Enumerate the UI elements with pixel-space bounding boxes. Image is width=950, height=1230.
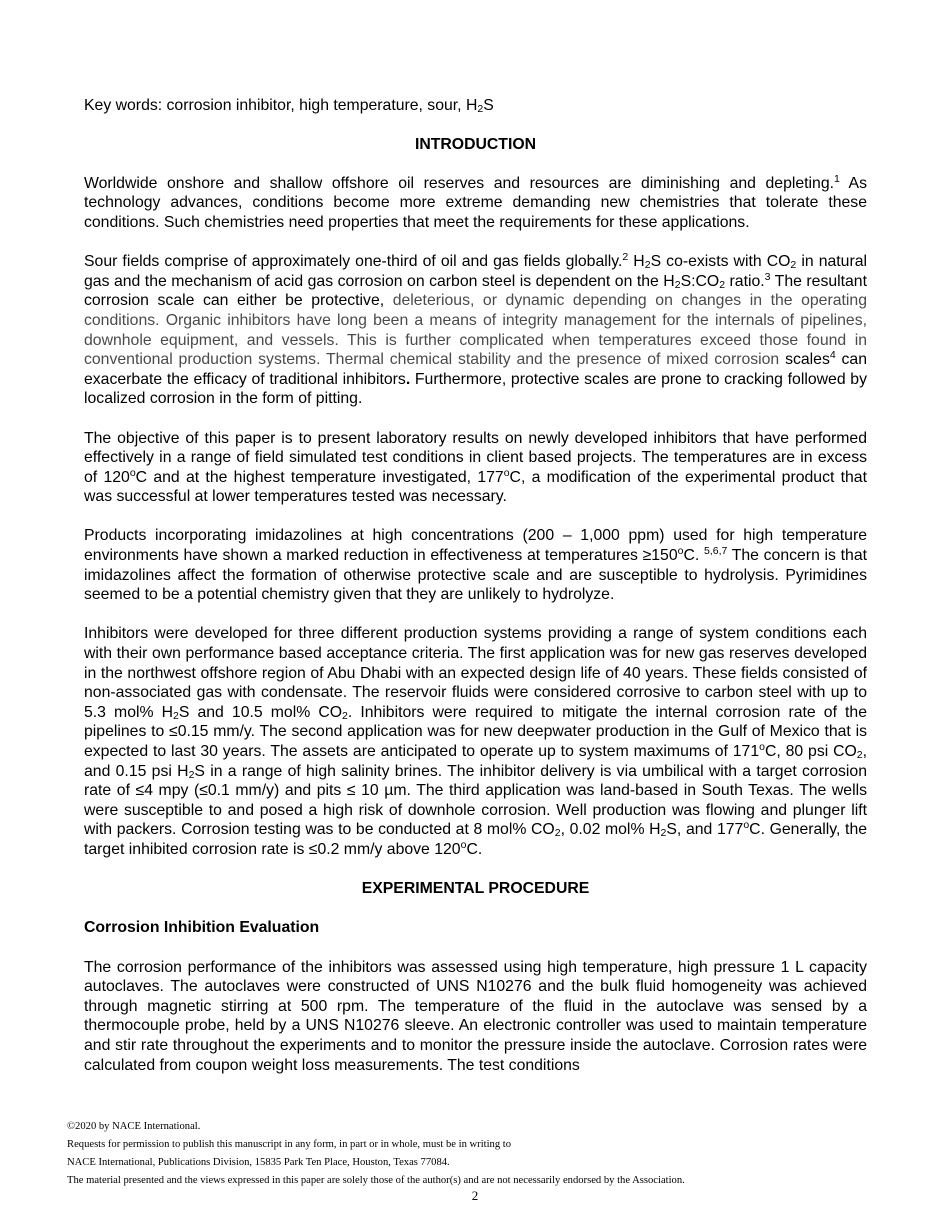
- intro-paragraph-5: Inhibitors were developed for three different production systems providing a range of system conditions each with their own performance based acceptance criteria. The first application was for new gas reserves developed in the northwest offshore region of Abu Dhabi with an expected design life of 40 years. These fields consisted of non-associated gas with condensate. The reservoir fluids were considered corrosive to carbon steel with up to 5.3 mol% $H_2S$ and 10.5 mol% $CO_2$. Inhibitors were required to mitigate the internal corrosion rate of the pipelines to ≤0.15 mm/y. The second application was for new deepwater production in the Gulf of Mexico that is expected to last 30 years. The assets are anticipated to operate up to system maximums of 171$^o$C, 80 psi $CO_2$, and 0.15 psi $H_2S$ in a range of high salinity brines. The inhibitor delivery is via umbilical with a target corrosion rate of ≤4 mpy (≤0.1 mm/y) and pits ≤ 10 µm. The third application was land-based in South Texas. The wells were susceptible to and posed a high risk of downhole corrosion. Well production was flowing and plunger lift with packers. Corrosion testing was to be conducted at 8 mol% $CO_2$, 0.02 mol% $H_2S$, and 177$^o$C. Generally, the target inhibited corrosion rate is ≤0.2 mm/y above 120$^o$C.: [84, 625, 868, 858]
- footer-disclaimer: The material presented and the views expressed in this paper are solely those of the author(s) and are not necessarily endorsed by the Association.: [67, 1175, 685, 1186]
- experimental-paragraph-1: The corrosion performance of the inhibitors was assessed using high temperature, high pressure 1 L capacity autoclaves. The autoclaves were constructed of UNS N10276 and the bulk fluid homogeneity was achieved through magnetic stirring at 500 rpm. The temperature of the fluid in the autoclave was sensed by a thermocouple probe, held by a UNS N10276 sleeve. An electronic controller was used to maintain temperature and stir rate throughout the experiments and to monitor the pressure inside the autoclave. Corrosion rates were calculated from coupon weight loss measurements. The test conditions: [84, 958, 867, 1074]
- experimental-heading: EXPERIMENTAL PROCEDURE: [361, 880, 590, 898]
- page-number: 2: [471, 1188, 479, 1203]
- intro-paragraph-4: Products incorporating imidazolines at high concentrations (200 – 1,000 ppm) used for high temperature environments have shown a marked reduction in effectiveness at temperatures $\ge 150^oC$. $^{5,6,7}$ The concern is that imidazolines affect the formation of otherwise protective scale and are susceptible to hydrolysis. Pyrimidines seemed to be a potential chemistry given that they are unlikely to hydrolyze.: [84, 527, 867, 604]
- footer: [67, 1118, 887, 1190]
- intro-paragraph-1: Worldwide onshore and shallow offshore oil reserves and resources are diminishing and depleting.$^1$ As technology advances, conditions become more extreme demanding new chemistries that tolerate these conditions. Such chemistries need properties that meet the requirements for these applications.: [84, 172, 867, 231]
- footer-permission: Requests for permission to publish this manuscript in any form, in part or in whole, must be in writing to: [67, 1139, 512, 1150]
- keywords: Key words: corrosion inhibitor, high temperature, sour, $H_2S$: [84, 97, 494, 115]
- intro-paragraph-3: The objective of this paper is to present laboratory results on newly developed inhibitors that have performed effectively in a range of field simulated test conditions in client based projects. The temperatures are in excess of 120$^o$C and at the highest temperature investigated, 177$^o$C, a modification of the experimental product that was successful at lower temperatures tested was necessary.: [84, 429, 867, 506]
- footer-address: NACE International, Publications Division, 15835 Park Ten Place, Houston, Texas 77084.: [67, 1157, 450, 1168]
- introduction-heading: INTRODUCTION: [414, 135, 537, 153]
- paper-body: [84, 96, 867, 1095]
- footer-copyright: ©2020 by NACE International.: [67, 1121, 201, 1132]
- intro-paragraph-2: Sour fields comprise of approximately one-third of oil and gas fields globally.$^2$ $H_2S$ co-exists with $CO_2$ in natural gas and the mechanism of acid gas corrosion on carbon steel is dependent on the $H_2S:CO_2$ ratio.$^3$ The resultant corrosion scale can either be protective, deleterious, or dynamic depending on changes in the operating conditions. Organic inhibitors have long been a means of integrity management for the internals of pipelines, downhole equipment, and vessels. This is further complicated when temperatures exceed those found in conventional production systems. Thermal chemical stability and the presence of mixed corrosion scales$^4$ can exacerbate the efficacy of traditional inhibitors. Furthermore, protective scales are prone to cracking followed by localized corrosion in the form of pitting.: [84, 251, 867, 408]
- corrosion-inhibition-subheading: Corrosion Inhibition Evaluation: [84, 919, 320, 937]
